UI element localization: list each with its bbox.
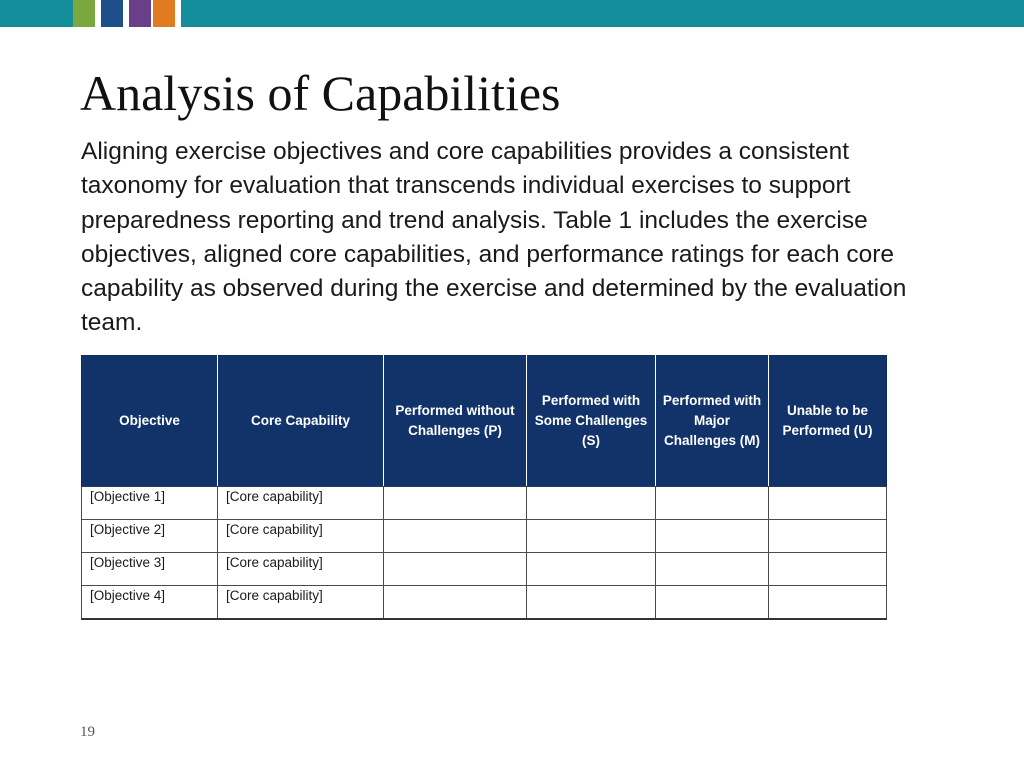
blue-square — [101, 0, 123, 27]
capabilities-table-container — [81, 355, 887, 620]
core-capability-cell[interactable]: [Core capability] — [218, 586, 384, 619]
header-performed-with-major-challenges: Performed with Major Challenges (M) — [656, 356, 769, 487]
rating-s-cell[interactable] — [527, 553, 656, 586]
header-unable-to-be-performed: Unable to be Performed (U) — [769, 356, 887, 487]
header-core-capability: Core Capability — [218, 356, 384, 487]
rating-p-cell[interactable] — [384, 520, 527, 553]
capabilities-table — [81, 355, 887, 620]
table-header-row — [82, 356, 887, 487]
square-separator — [175, 0, 181, 27]
intro-paragraph: Aligning exercise objectives and core capabilities provides a consistent taxonomy for evaluation that transcends individual exercises to support preparedness reporting and trend analysis. Table 1 includes the exercise objectives, aligned core capabilities, and performance ratings for each core capability as observed during the exercise and determined by the evaluation team. — [81, 138, 907, 337]
objective-cell[interactable]: [Objective 2] — [82, 520, 218, 553]
objective-cell[interactable]: [Objective 1] — [82, 487, 218, 520]
table-row — [82, 520, 887, 553]
rating-u-cell[interactable] — [769, 520, 887, 553]
rating-m-cell[interactable] — [656, 553, 769, 586]
green-square — [73, 0, 95, 27]
rating-s-cell[interactable] — [527, 487, 656, 520]
table-row — [82, 487, 887, 520]
rating-u-cell[interactable] — [769, 553, 887, 586]
table-row — [82, 586, 887, 619]
slide-title: Analysis of Capabilities — [80, 65, 561, 121]
rating-p-cell[interactable] — [384, 586, 527, 619]
rating-p-cell[interactable] — [384, 553, 527, 586]
page-number: 19 — [80, 724, 95, 740]
rating-u-cell[interactable] — [769, 487, 887, 520]
orange-square — [153, 0, 175, 27]
header-objective: Objective — [82, 356, 218, 487]
rating-s-cell[interactable] — [527, 520, 656, 553]
header-performed-with-some-challenges: Performed with Some Challenges (S) — [527, 356, 656, 487]
rating-u-cell[interactable] — [769, 586, 887, 619]
table-row — [82, 553, 887, 586]
rating-p-cell[interactable] — [384, 487, 527, 520]
rating-m-cell[interactable] — [656, 586, 769, 619]
core-capability-cell[interactable]: [Core capability] — [218, 487, 384, 520]
objective-cell[interactable]: [Objective 3] — [82, 553, 218, 586]
core-capability-cell[interactable]: [Core capability] — [218, 520, 384, 553]
objective-cell[interactable]: [Objective 4] — [82, 586, 218, 619]
top-decorative-bar — [0, 0, 1024, 27]
rating-m-cell[interactable] — [656, 520, 769, 553]
rating-s-cell[interactable] — [527, 586, 656, 619]
purple-square — [129, 0, 151, 27]
header-performed-without-challenges: Performed without Challenges (P) — [384, 356, 527, 487]
rating-m-cell[interactable] — [656, 487, 769, 520]
core-capability-cell[interactable]: [Core capability] — [218, 553, 384, 586]
